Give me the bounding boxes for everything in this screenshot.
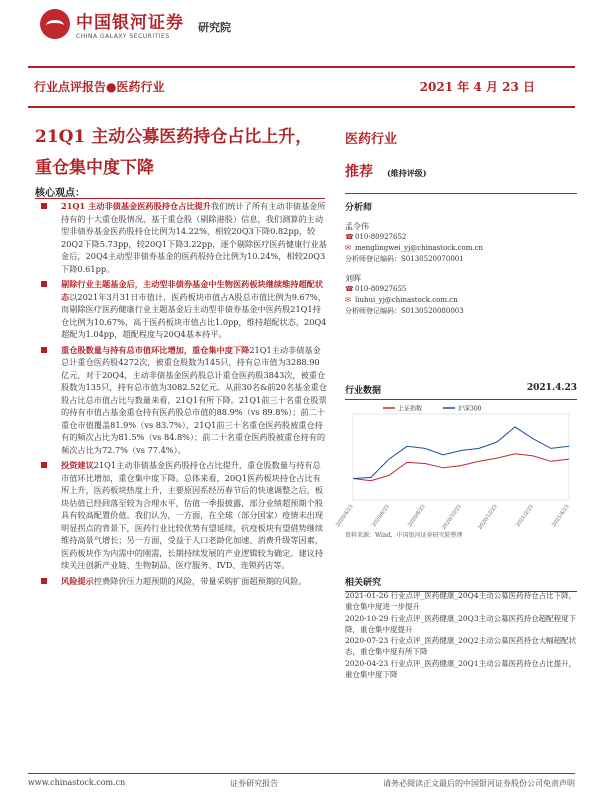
bullet-item [35, 575, 327, 588]
bullet-text: 控费降价压力超预期的风险，带量采购扩面超预期的风险。 [93, 575, 307, 586]
bullet-item [35, 344, 327, 457]
series-line [353, 454, 569, 481]
industry-label: 医药行业 [345, 132, 398, 147]
related-list [345, 590, 577, 680]
footer-disclaimer: 请务必阅读正文最后的中国银河证券股份公司免责声明 [382, 779, 575, 788]
logo-cn: 中国银河证券 [76, 13, 184, 33]
logo-icon [40, 9, 70, 39]
bullet-icon [41, 578, 47, 584]
bullet-lead: 投资建议 [61, 460, 94, 470]
logo [76, 8, 184, 40]
institute-label: 研究院 [198, 21, 231, 34]
chart-source: 资料来源：Wind，中国银河证券研究院整理 [345, 532, 463, 539]
related-item[interactable]: 2021-01-26 行业点评_医药健康_20Q4主动公募医药持仓占比下降，重仓集中度进一步提升 [345, 591, 577, 612]
header [40, 6, 231, 42]
bullet-icon [41, 203, 47, 209]
series-line [353, 427, 569, 479]
chart-heading: 行业数据 [345, 386, 382, 396]
footer-label: 证券研究报告 [230, 779, 279, 788]
analyst-name: 刘晖 [345, 274, 361, 283]
bullet-icon [41, 347, 47, 353]
divider [35, 198, 325, 199]
email-icon: ✉ [345, 244, 351, 252]
bullet-text: 21Q1主动非债基金医药股持仓占比提升，重仓股数量与持有总市值环比增加，重仓集中度下降。总体来看，20Q1医药板块持仓占比有所上升，医药板块热度上升，主要原因系经历春节后的快速调整之后，板块估值已经回落至较为合理水平，估值一季报披露，部分业绩超预期个股具有较高配置价值。我们认为，一方面，在全球（部分国家）疫情未出现明显拐点的背景下，医药行业比较优势有望延续，抗疫板块有望借势继续维持高景气增长；另一方面，受益于人口老龄化加速、消费升级等因素，医药板块作为内需中的刚需，长期持续发展的产业逻辑较为确定。建议持续关注创新产业链、生物制品、医疗服务、IVD、连锁药店等。 [61, 460, 324, 570]
bullet-lead: 剔除行业主题基金后，主动型非债券基金中生物医药板块继续维持超配状态 [61, 279, 324, 302]
report-date: 2021 年 4 月 23 日 [419, 80, 535, 94]
analyst-cert: 分析师登记编码：S0130520080003 [345, 307, 464, 315]
bullet-text: 以2021年3月31日市值计，医药板块市值占A股总市值比例为9.67%，而剔除医疗医药健康行业主题基金后主动型非债券基金中医药股21Q1持仓比例为10.67%，高于医药板块市值占比1.0pp，维持超配状态，20Q4超配为1.04pp，超配程度与20Q4基本持平。 [61, 291, 327, 339]
title-line-2: 重仓集中度下降 [35, 158, 154, 178]
page-title [35, 122, 335, 184]
report-band [28, 66, 575, 108]
x-tick-label: 2020/8/23 [407, 503, 427, 529]
report-type: 行业点评报告●医药行业 [34, 80, 165, 94]
footer-url[interactable]: www.chinastock.com.cn [28, 778, 126, 787]
bullet-lead: 风险提示 [61, 575, 94, 586]
logo-en: CHINA GALAXY SECURITIES [76, 33, 170, 40]
core-heading: 核心观点： [35, 188, 85, 199]
bullet-lead: 21Q1 主动非债基金医药股持仓占比提升 [61, 201, 211, 211]
analyst-heading: 分析师 [345, 203, 373, 213]
title-line-1: 21Q1 主动公募医药持仓占比上升， [35, 127, 313, 147]
bullet-text: 我们统计了所有主动非债基金所持有的十大重仓股情况，基于重仓股（剔除港股）信息，我们测算的主动型非债券基金医药股持仓比例为14.22%，相较20Q3下降0.82pp，较20Q2下降5.73pp，较20Q1下降3.22pp，逐个剔除医疗医药健康行业基金后，20Q4主动型非债券基金的医药股持仓比例为10.24%，相较20Q3下降0.61pp。 [61, 201, 327, 274]
analyst-card [345, 221, 577, 265]
x-tick-label: 2021/2/23 [515, 503, 535, 529]
related-item[interactable]: 2020-10-29 行业点评_医药健康_20Q3主动公募医药持仓超配程度下降，重仓集中度提升 [345, 613, 577, 634]
x-tick-label: 2020/12/23 [477, 503, 499, 531]
analyst-card [345, 273, 577, 317]
analyst-phone: 010-80927655 [355, 285, 407, 293]
analyst-email[interactable]: liuhui_yj@chinastock.com.cn [355, 296, 458, 304]
sidebar [345, 128, 577, 317]
recommendation: 推荐 [345, 164, 373, 180]
bullet-lead: 重仓股数量与持有总市值环比增加，重仓集中度下降 [61, 344, 250, 355]
phone-icon: ☎ [345, 285, 354, 293]
x-tick-label: 2020/4/23 [335, 503, 355, 529]
footer [28, 773, 575, 789]
related-item[interactable]: 2020-07-23 行业点评_医药健康_20Q2主动公募医药持仓大幅超配状态，重仓集中度有所下降 [345, 636, 577, 657]
chart-header [345, 383, 577, 400]
analyst-email[interactable]: menglingwei_yj@chinastock.com.cn [355, 244, 484, 252]
x-tick-label: 2021/4/23 [551, 503, 571, 529]
bullet-item [35, 459, 327, 572]
related-item[interactable]: 2020-04-23 行业点评_医药健康_20Q1主动公募医药持仓占比提升，重仓集中度下降 [345, 658, 577, 680]
legend-label: 上证指数 [398, 405, 423, 413]
rating-note: (维持评级) [387, 168, 427, 178]
bullet-list [35, 200, 327, 590]
bullet-item [35, 278, 327, 341]
bullet-item [35, 200, 327, 275]
phone-icon: ☎ [345, 233, 354, 241]
analyst-phone: 010-80927652 [355, 233, 407, 241]
chart-date: 2021.4.23 [526, 383, 577, 393]
x-tick-label: 2020/10/23 [441, 503, 463, 531]
divider [345, 193, 577, 194]
email-icon: ✉ [345, 296, 351, 304]
legend-label: 沪深300 [458, 405, 482, 413]
bullet-icon [41, 281, 47, 287]
rating-row [345, 161, 577, 181]
bullet-icon [41, 462, 47, 468]
analyst-name: 孟令伟 [345, 222, 369, 231]
analyst-cert: 分析师登记编码：S0130520070001 [345, 255, 464, 263]
bullet-text: 21Q1主动非债基金总计重仓医药股4272次，被重仓股数为145只，持有总市值为3288.90亿元，对于20Q4，主动非债基金医药股总计重仓医药股3843次，被重仓股数为135只，持有总市值为3082.52亿元。从前30名&前20名基金重仓股占比总市值占比与数量来看，21Q1有所下降。21Q1前三十名重仓股票的持有市值占基金重仓持有医药股总市值的88.9%（vs 89.8%）；前二十重仓市值覆盖81.9%（vs 83.7%），21Q1前三十名重仓医药股被重仓持有的频次占比为81.5%（vs 84.8%）；前二十名重仓医药股被重仓持有的频次占比为72.7%（vs 77.4%）。 [61, 344, 327, 455]
index-chart [335, 402, 577, 531]
x-tick-label: 2020/6/23 [371, 503, 391, 529]
related-heading: 相关研究 [345, 575, 577, 592]
